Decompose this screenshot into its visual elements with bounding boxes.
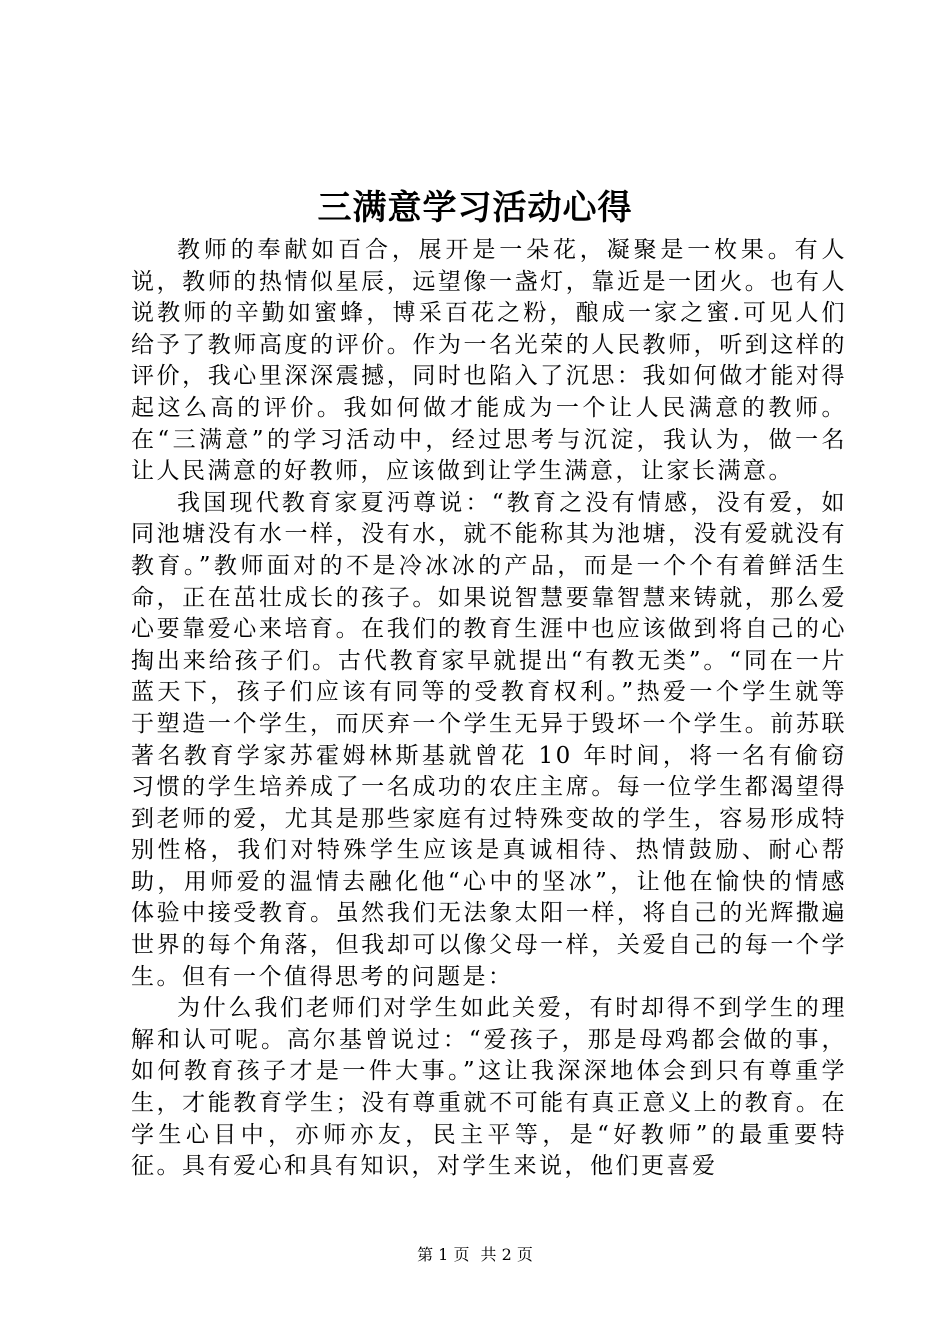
document-title: 三满意学习活动心得 bbox=[317, 188, 633, 228]
document-body bbox=[131, 235, 847, 1183]
page-number: 第 1 页 bbox=[417, 1245, 470, 1264]
page-footer bbox=[0, 1243, 950, 1267]
page-total: 共 2 页 bbox=[480, 1245, 533, 1264]
paragraph-1: 教师的奉献如百合，展开是一朵花，凝聚是一枚果。有人说，教师的热情似星辰，远望像一盏灯，靠近是一团火。也有人说教师的辛勤如蜜蜂，博采百花之粉，酿成一家之蜜.可见人们给予了教师高度的评价。作为一名光荣的人民教师，听到这样的评价，我心里深深震撼，同时也陷入了沉思：我如何做才能对得起这么高的评价。我如何做才能成为一个让人民满意的教师。在“三满意”的学习活动中，经过思考与沉淀，我认为，做一名让人民满意的好教师，应该做到让学生满意，让家长满意。 bbox=[131, 237, 847, 485]
paragraph-2: 我国现代教育家夏沔尊说：“教育之没有情感，没有爱，如同池塘没有水一样，没有水，就不能称其为池塘，没有爱就没有教育。”教师面对的不是冷冰冰的产品，而是一个个有着鲜活生命，正在茁壮成长的孩子。如果说智慧要靠智慧来铸就，那么爱心要靠爱心来培育。在我们的教育生涯中也应该做到将自己的心掏出来给孩子们。古代教育家早就提出“有教无类”。“同在一片蓝天下，孩子们应该有同等的受教育权利。”热爱一个学生就等于塑造一个学生，而厌弃一个学生无异于毁坏一个学生。前苏联著名教育学家苏霍姆林斯基就曾花 10 年时间，将一名有偷窃习惯的学生培养成了一名成功的农庄主席。每一位学生都渴望得到老师的爱，尤其是那些家庭有过特殊变故的学生，容易形成特别性格，我们对特殊学生应该是真诚相待、热情鼓励、耐心帮助，用师爱的温情去融化他“心中的坚冰”，让他在愉快的情感体验中接受教育。虽然我们无法象太阳一样，将自己的光辉撒遍世界的每个角落，但我却可以像父母一样，关爱自己的每一个学生。但有一个值得思考的问题是： bbox=[131, 489, 847, 990]
paragraph-3: 为什么我们老师们对学生如此关爱，有时却得不到学生的理解和认可呢。高尔基曾说过：“爱孩子，那是母鸡都会做的事，如何教育孩子才是一件大事。”这让我深深地体会到只有尊重学生，才能教育学生；没有尊重就不可能有真正意义上的教育。在学生心目中，亦师亦友，民主平等，是“好教师”的最重要特征。具有爱心和具有知识，对学生来说，他们更喜爱 bbox=[131, 995, 847, 1180]
